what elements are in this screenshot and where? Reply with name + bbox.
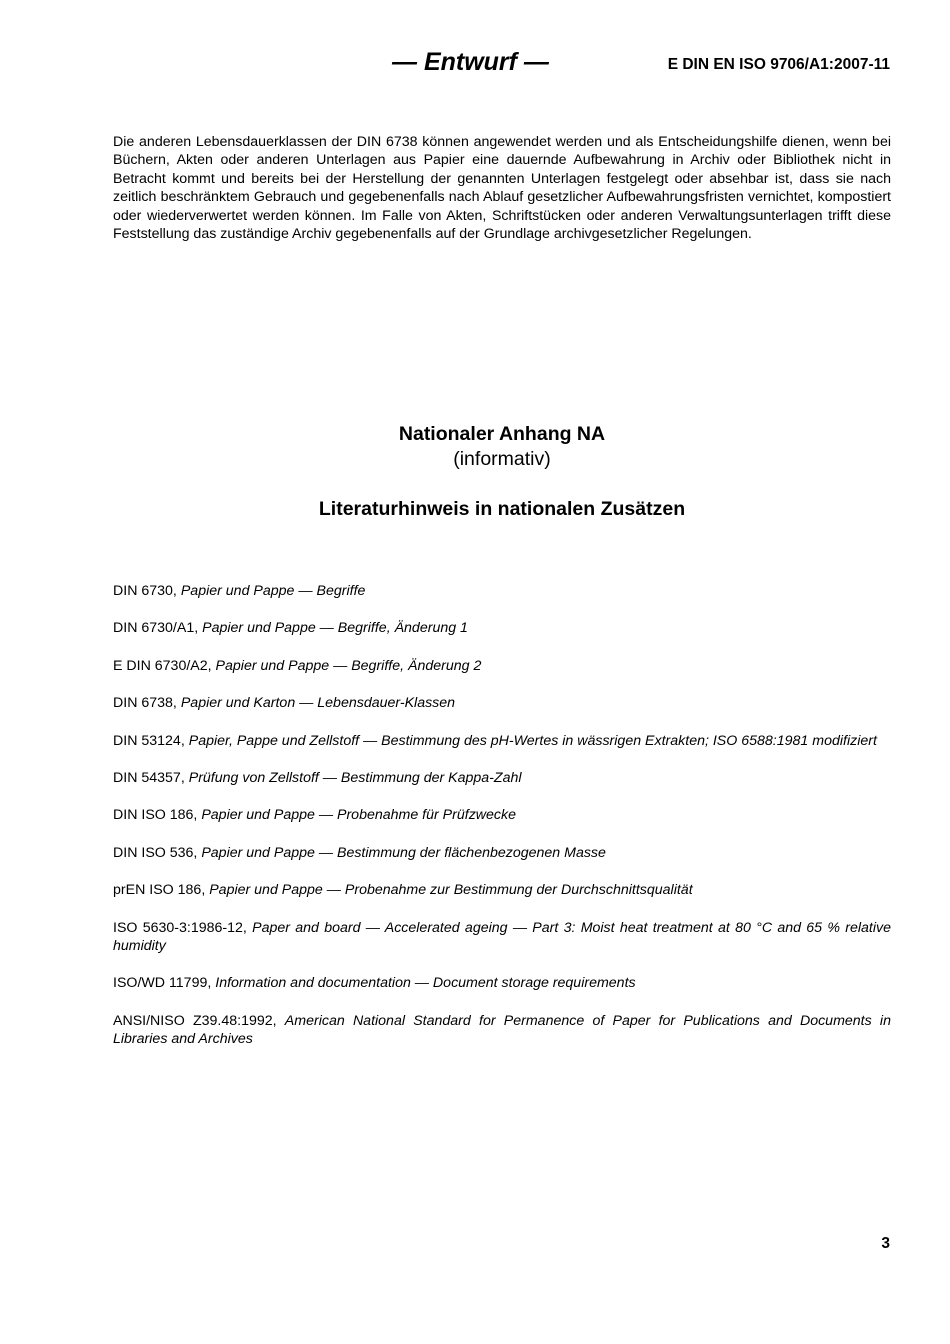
reference-id: DIN ISO 536, [113,844,198,861]
reference-id: E DIN 6730/A2, [113,657,212,674]
reference-id: DIN ISO 186, [113,807,198,824]
reference-id: DIN 6738, [113,695,177,712]
reference-item [113,619,891,637]
annex-heading: Literaturhinweis in nationalen Zusätzen [318,498,686,520]
page-number: 3 [881,1235,890,1252]
reference-item [113,657,891,675]
reference-id: prEN ISO 186, [113,882,206,899]
reference-id: ISO 5630-3:1986-12, [113,919,247,936]
reference-title: Papier und Pappe — Bestimmung der flächenbezogenen Masse [201,844,606,861]
annex-subtitle: (informativ) [453,448,551,470]
document-id: E DIN EN ISO 9706/A1:2007-11 [667,56,890,73]
reference-id: ANSI/NISO Z39.48:1992, [113,1012,277,1029]
reference-title: Prüfung von Zellstoff — Bestimmung der Kappa-Zahl [188,770,522,787]
reference-item [113,806,891,824]
intro-paragraph: Die anderen Lebensdauerklassen der DIN 6738 können angewendet werden und als Entscheidungshilfe dienen, wenn bei Büchern, Akten oder anderen Unterlagen aus Papier eine dauernde Aufbewahrung in Archiv oder Bibliothek nicht in Betracht kommt und bereits bei der Herstellung der genannten Unterlagen festgelegt oder absehbar ist, dass sie nach zeitlich beschränktem Gebrauch und gegebenenfalls nach Ablauf gesetzlicher Aufbewahrungsfristen vernichtet, kompostiert oder wiederverwertet werden können. Im Falle von Akten, Schriftstücken oder anderen Verwaltungsunterlagen trifft diese Feststellung das zuständige Archiv gegebenenfalls auf der Grundlage archivgesetzlicher Regelungen. [113,134,891,243]
reference-id: ISO/WD 11799, [113,975,212,992]
reference-title: Paper and board — Accelerated ageing — Part 3: Moist heat treatment at 80 °C and 65 % relative humidity [113,919,891,955]
reference-item [113,582,891,600]
reference-title: Papier und Pappe — Begriffe, Änderung 2 [215,657,482,674]
reference-item [113,974,891,992]
reference-item [113,694,891,712]
annex-header [113,422,891,522]
reference-title: Papier und Pappe — Probenahme für Prüfzwecke [201,807,516,824]
reference-list [113,582,891,1068]
reference-title: Papier und Pappe — Begriffe [180,583,366,599]
reference-title: Papier, Pappe und Zellstoff — Bestimmung des pH-Wertes in wässrigen Extrakten; ISO 6588:1981 modifiziert [188,732,877,749]
reference-item [113,919,891,956]
reference-id: DIN 6730/A1, [113,620,199,637]
reference-item [113,1012,891,1049]
reference-id: DIN 53124, [113,732,185,749]
reference-item [113,732,891,750]
annex-title: Nationaler Anhang NA [398,423,606,445]
reference-title: Papier und Pappe — Probenahme zur Bestimmung der Durchschnittsqualität [209,882,693,899]
draft-mark: — Entwurf — [392,48,549,76]
reference-title: Papier und Pappe — Begriffe, Änderung 1 [202,620,468,637]
reference-id: DIN 6730, [113,583,177,599]
reference-item [113,881,891,899]
reference-id: DIN 54357, [113,770,185,787]
reference-item [113,769,891,787]
reference-item [113,844,891,862]
reference-title: Papier und Karton — Lebensdauer-Klassen [180,695,456,712]
reference-title: Information and documentation — Document storage requirements [215,975,636,992]
reference-title: American National Standard for Permanence of Paper for Publications and Documents in Libraries and Archives [113,1012,891,1048]
